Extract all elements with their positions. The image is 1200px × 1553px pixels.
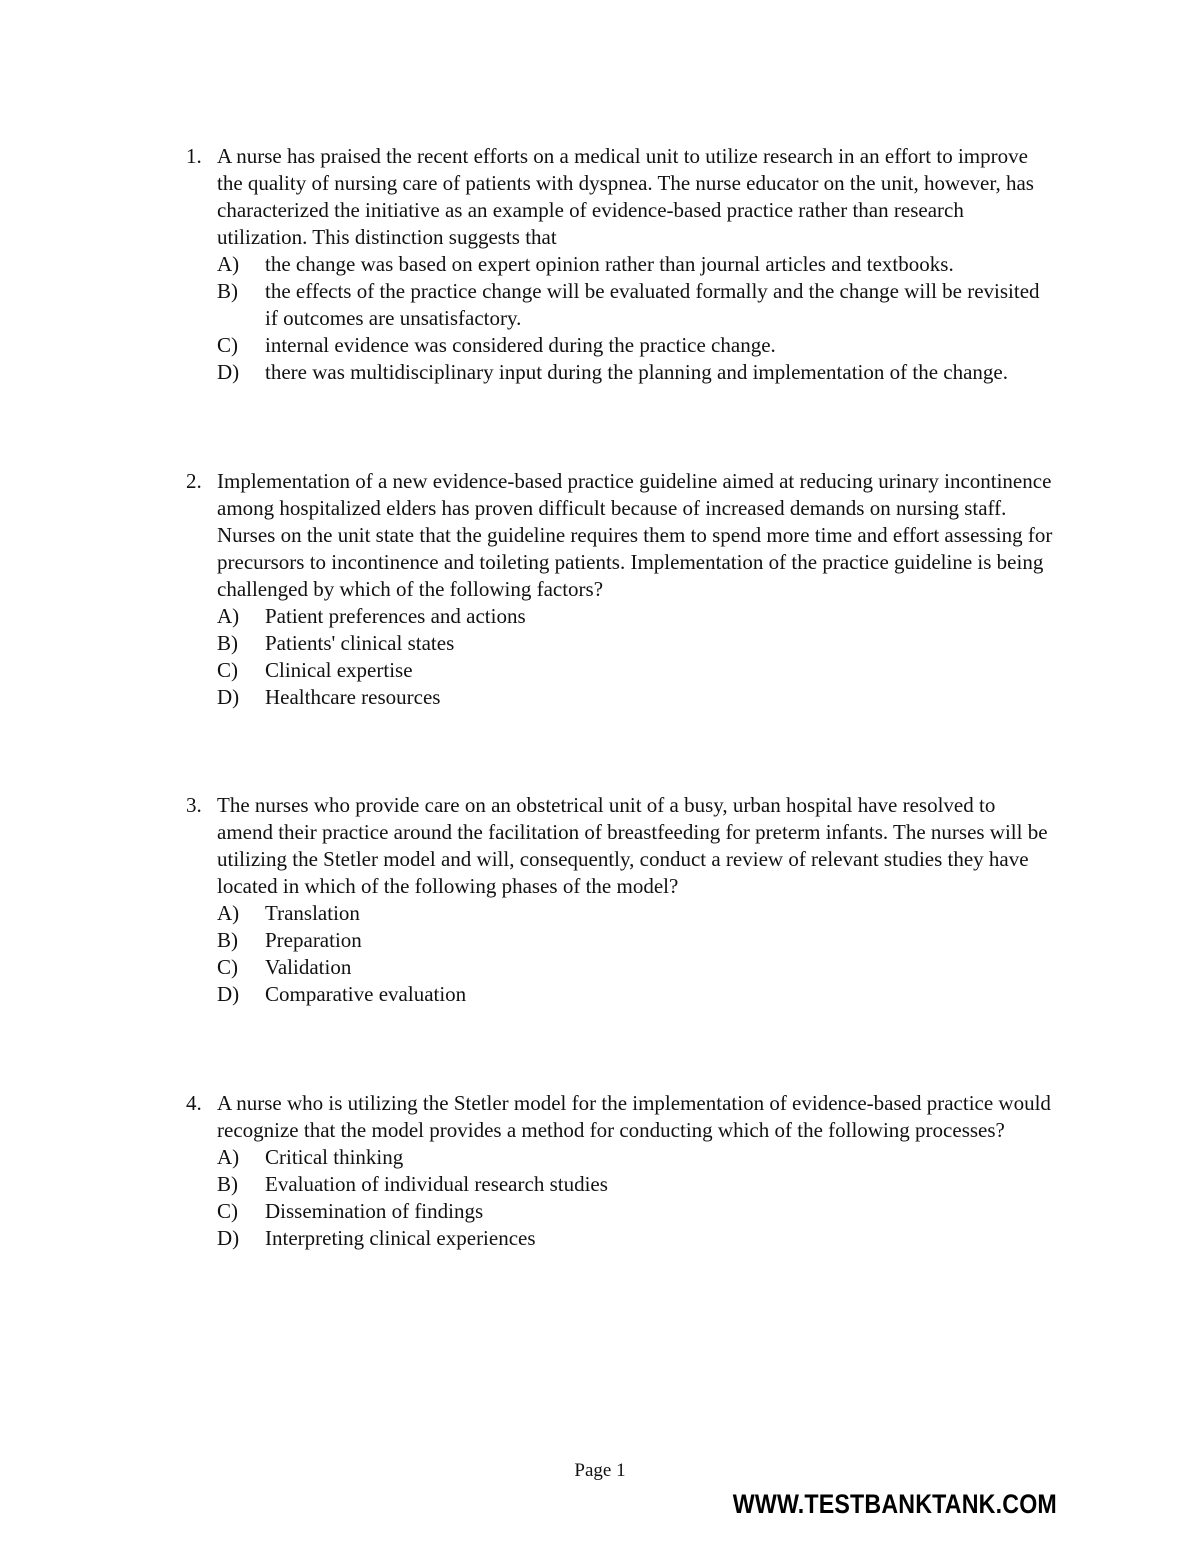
choice-text: Translation [265,901,360,925]
choice-b [217,278,1056,332]
choice-letter: A) [217,604,240,628]
choice-text: Preparation [265,928,362,952]
choice-letter: A) [217,252,240,276]
choice-letter: B) [217,631,238,655]
choice-text: Interpreting clinical experiences [265,1226,536,1250]
choice-list [186,603,1056,711]
choice-a [217,251,1056,278]
choice-a [217,1144,1056,1171]
choice-letter: B) [217,279,238,303]
watermark: WWW.TESTBANKTANK.COM [732,1489,1057,1519]
choice-letter: C) [217,658,238,682]
choice-d [217,359,1056,386]
choice-letter: A) [217,1145,240,1169]
choice-d [217,1225,1056,1252]
choice-text: there was multidisciplinary input during the planning and implementation of the change. [265,360,1008,384]
choice-text: Clinical expertise [265,658,413,682]
choice-b [217,1171,1056,1198]
question-number: 1. [186,144,202,168]
choice-c [217,1198,1056,1225]
question-stem: A nurse has praised the recent efforts on a medical unit to utilize research in an effort to improve the quality of nursing care of patients with dyspnea. The nurse educator on the unit, however, has characterized the initiative as an example of evidence-based practice rather than research utilization. This distinction suggests that [217,144,1034,249]
choice-d [217,981,1056,1008]
choice-text: Patients' clinical states [265,631,455,655]
choice-text: the change was based on expert opinion rather than journal articles and textbooks. [265,252,954,276]
choice-letter: C) [217,955,238,979]
question-number: 4. [186,1091,202,1115]
choice-text: Patient preferences and actions [265,604,526,628]
choice-letter: B) [217,1172,238,1196]
choice-text: Critical thinking [265,1145,404,1169]
choice-a [217,603,1056,630]
choice-letter: D) [217,1226,240,1250]
question-stem: Implementation of a new evidence-based practice guideline aimed at reducing urinary incontinence among hospitalized elders has proven difficult because of increased demands on nursing staff. Nurses on the unit state that the guideline requires them to spend more time and effort assessing for precursors to incontinence and toileting patients. Implementation of the practice guideline is being challenged by which of the following factors? [217,469,1053,601]
choice-c [217,954,1056,981]
choice-list [186,251,1056,386]
choice-d [217,684,1056,711]
choice-text: Healthcare resources [265,685,441,709]
choice-letter: B) [217,928,238,952]
choice-letter: C) [217,1199,238,1223]
choice-text: internal evidence was considered during the practice change. [265,333,776,357]
question-stem: A nurse who is utilizing the Stetler model for the implementation of evidence-based practice would recognize that the model provides a method for conducting which of the following processes? [217,1091,1051,1142]
choice-c [217,332,1056,359]
choice-b [217,927,1056,954]
question-2 [186,468,1056,711]
choice-a [217,900,1056,927]
choice-text: Dissemination of findings [265,1199,484,1223]
question-stem: The nurses who provide care on an obstetrical unit of a busy, urban hospital have resolved to amend their practice around the facilitation of breastfeeding for preterm infants. The nurses will be utilizing the Stetler model and will, consequently, conduct a review of relevant studies they have located in which of the following phases of the model? [217,793,1048,898]
choice-text: the effects of the practice change will be evaluated formally and the change will be revisited if outcomes are unsatisfactory. [265,279,1040,330]
choice-letter: D) [217,685,240,709]
question-number: 3. [186,793,202,817]
choice-b [217,630,1056,657]
question-3 [186,792,1056,1008]
choice-letter: A) [217,901,240,925]
question-1 [186,143,1056,386]
question-4 [186,1090,1056,1252]
choice-text: Comparative evaluation [265,982,467,1006]
page-number: Page 1 [574,1460,626,1481]
choice-letter: D) [217,982,240,1006]
question-number: 2. [186,469,202,493]
choice-text: Validation [265,955,352,979]
choice-letter: C) [217,333,238,357]
choice-text: Evaluation of individual research studies [265,1172,608,1196]
choice-list [186,900,1056,1008]
choice-list [186,1144,1056,1252]
choice-c [217,657,1056,684]
choice-letter: D) [217,360,240,384]
